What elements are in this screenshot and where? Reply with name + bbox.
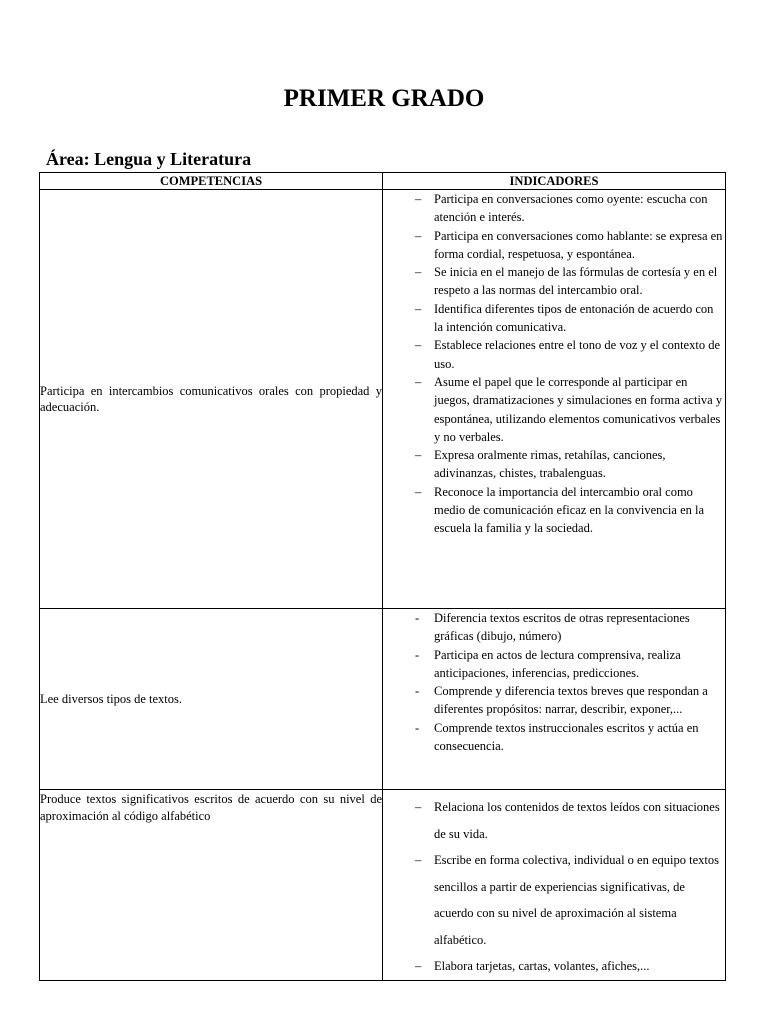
list-item: [383, 794, 725, 847]
indicadores-cell: [383, 609, 726, 790]
dash-bullet: –: [415, 448, 422, 463]
table-row: [40, 609, 726, 790]
competencia-cell: [40, 190, 383, 609]
list-item: [383, 190, 725, 227]
dash-bullet: –: [415, 959, 422, 973]
list-item: [383, 446, 725, 483]
indicador-text: Comprende textos instruccionales escritos y actúa en consecuencia.: [434, 720, 699, 754]
list-item: [383, 847, 725, 953]
indicador-text: Elabora tarjetas, cartas, volantes, afiches,...: [434, 959, 650, 973]
dash-bullet: –: [415, 800, 422, 814]
dash-bullet: –: [415, 374, 422, 389]
indicador-text: Comprende y diferencia textos breves que respondan a diferentes propósitos: narrar, describir, exponer,...: [434, 684, 708, 717]
list-item: [383, 336, 725, 373]
list-item: [383, 609, 725, 646]
dash-bullet: -: [415, 647, 420, 662]
list-item: [383, 483, 725, 538]
list-item: [383, 646, 725, 683]
list-item: [383, 263, 725, 300]
indicadores-cell: [383, 190, 726, 609]
table-row: [40, 190, 726, 609]
indicador-text: Establece relaciones entre el tono de voz y el contexto de uso.: [434, 338, 720, 371]
list-item: [383, 300, 725, 337]
dash-bullet: -: [415, 684, 420, 699]
curriculum-table: [39, 172, 726, 981]
indicador-text: Escribe en forma colectiva, individual o en equipo textos sencillos a partir de experiencias significativas, de acuerdo con su nivel de aproximación al sistema alfabético.: [434, 853, 719, 947]
list-item: [383, 953, 725, 980]
indicador-text: Reconoce la importancia del intercambio oral como medio de comunicación eficaz en la convivencia en la escuela la familia y la sociedad.: [434, 484, 705, 536]
dash-bullet: –: [415, 484, 422, 499]
header-indicadores: INDICADORES: [383, 173, 726, 190]
indicador-text: Participa en conversaciones como hablante: se expresa en forma cordial, respetuosa, y espontánea.: [434, 228, 723, 261]
list-item: [383, 719, 725, 756]
list-item: [383, 227, 725, 264]
indicador-text: Relaciona los contenidos de textos leídos con situaciones de su vida.: [434, 800, 720, 841]
competencia-text: Produce textos significativos escritos de acuerdo con su nivel de aproximación al código alfabético: [40, 792, 382, 823]
area-title: Área: Lengua y Literatura: [46, 149, 252, 169]
competencia-text: Lee diversos tipos de textos.: [40, 691, 182, 706]
indicador-text: Asume el papel que le corresponde al participar en juegos, dramatizaciones y simulaciones en forma activa y espontánea, utilizando elementos comunicativos verbales y no verbales.: [434, 374, 723, 444]
table-row: [40, 790, 726, 981]
dash-bullet: -: [415, 720, 420, 735]
dash-bullet: –: [415, 228, 422, 243]
indicadores-list: [383, 190, 725, 538]
competencia-cell: [40, 790, 383, 981]
dash-bullet: –: [415, 301, 422, 316]
table-header-row: [40, 173, 726, 190]
list-item: [383, 373, 725, 446]
indicador-text: Expresa oralmente rimas, retahílas, canciones, adivinanzas, chistes, trabalenguas.: [434, 448, 666, 481]
indicadores-list: [383, 794, 725, 980]
indicadores-list: [383, 609, 725, 755]
header-competencias: COMPETENCIAS: [40, 173, 383, 190]
page-title: PRIMER GRADO: [283, 85, 485, 112]
competencia-text: Participa en intercambios comunicativos orales con propiedad y adecuación.: [40, 383, 382, 414]
dash-bullet: –: [415, 265, 422, 280]
dash-bullet: –: [415, 338, 422, 353]
list-item: [383, 682, 725, 719]
dash-bullet: –: [415, 192, 422, 206]
indicador-text: Participa en conversaciones como oyente: escucha con atención e interés.: [434, 192, 708, 225]
indicador-text: Identifica diferentes tipos de entonación de acuerdo con la intención comunicativa.: [434, 301, 714, 335]
indicadores-cell: [383, 790, 726, 981]
dash-bullet: –: [415, 853, 422, 867]
indicador-text: Participa en actos de lectura comprensiva, realiza anticipaciones, inferencias, predicciones.: [434, 647, 681, 680]
indicador-text: Se inicia en el manejo de las fórmulas de cortesía y en el respeto a las normas del intercambio oral.: [434, 265, 718, 298]
competencia-cell: [40, 609, 383, 790]
indicador-text: Diferencia textos escritos de otras representaciones gráficas (dibujo, número): [434, 611, 690, 644]
dash-bullet: -: [415, 611, 420, 625]
